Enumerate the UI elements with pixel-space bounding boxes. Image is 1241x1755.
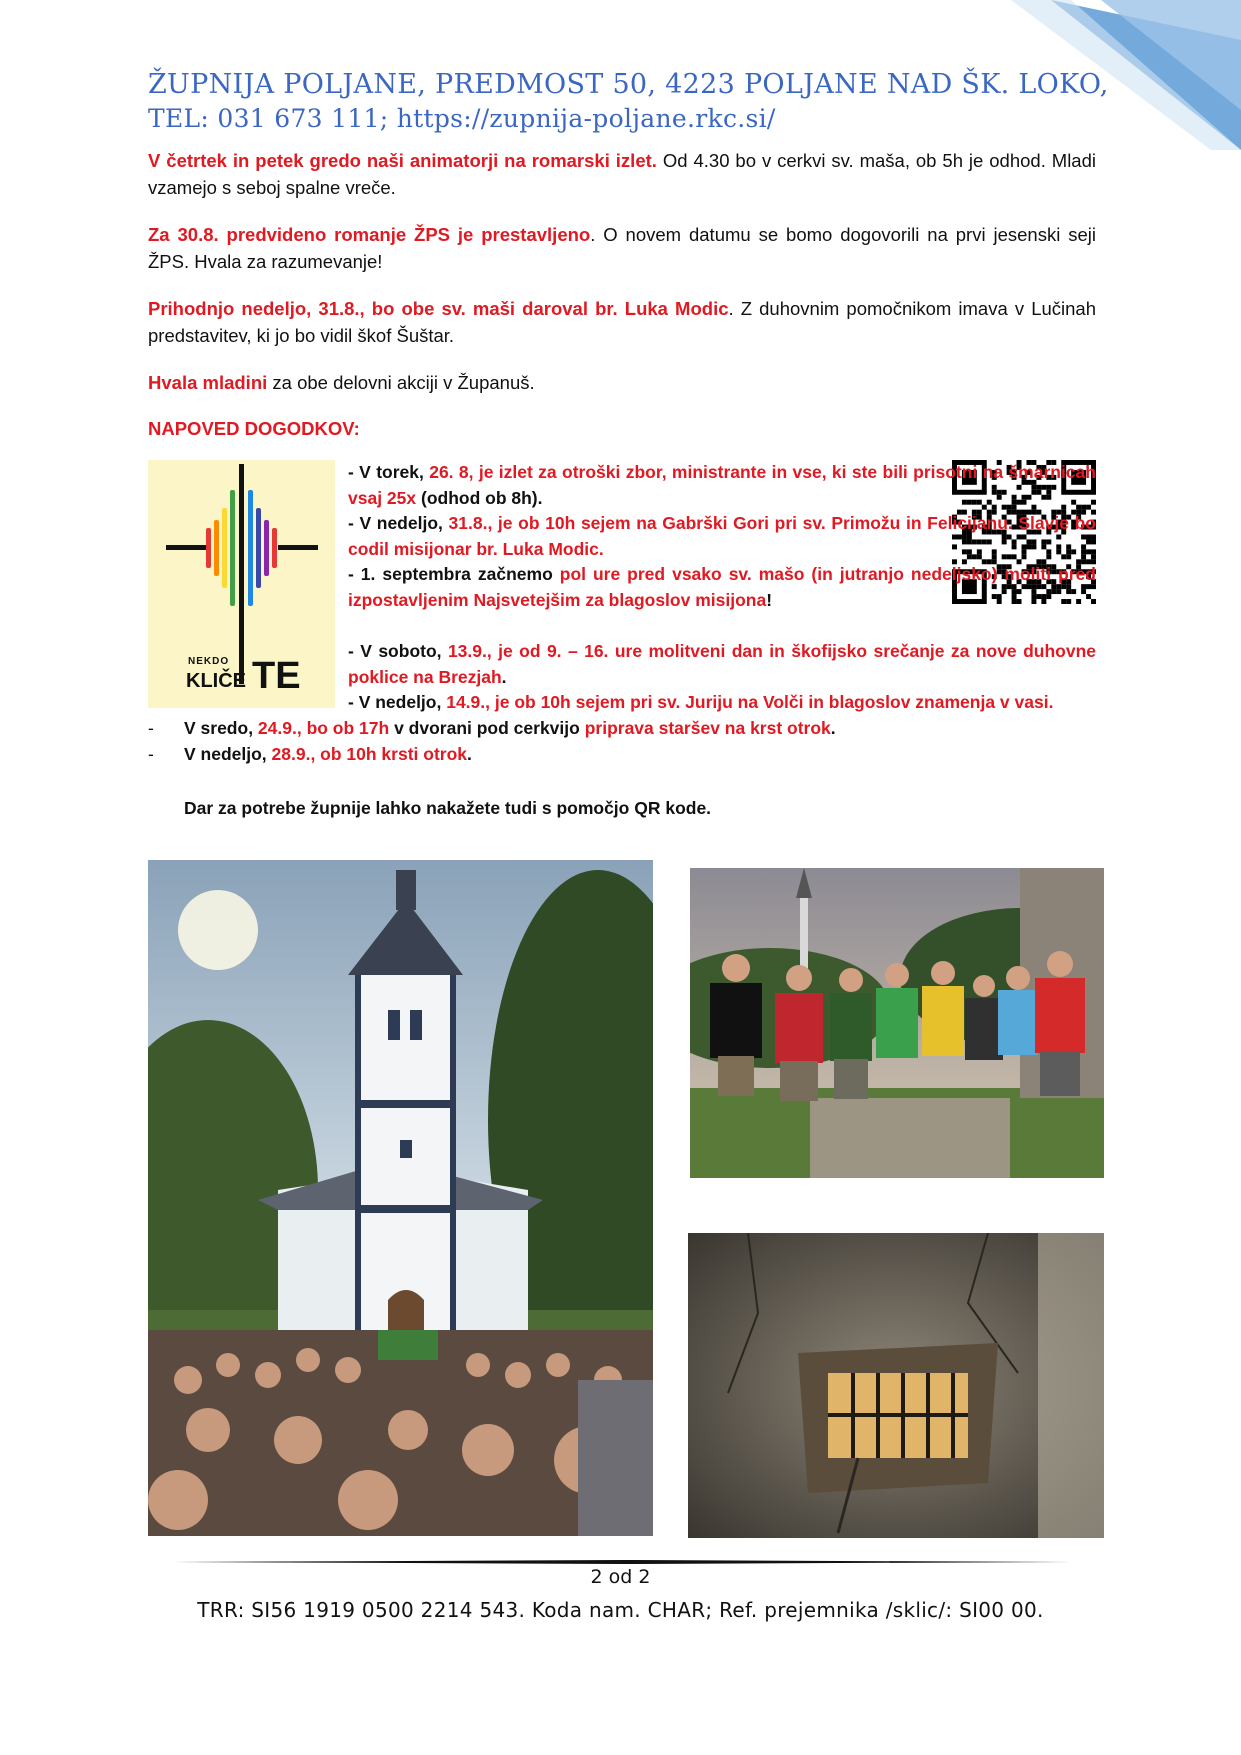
footer-divider [172, 1560, 1072, 1564]
e1-tail: (odhod ob 8h). [416, 487, 543, 508]
event-item-6 [148, 716, 836, 742]
e4-tail: . [501, 666, 507, 687]
events-heading: NAPOVED DOGODKOV: [148, 418, 360, 439]
e6-tail: . [830, 718, 836, 738]
p1-highlight: V četrtek in petek gredo naši animatorji na romarski izlet. [148, 150, 657, 171]
p4-highlight: Hvala mladini [148, 372, 268, 393]
e3-highlight: pol ure pred vsako sv. mašo (in jutranjo nedeljsko) moliti pred izpostavljenim Najsvetejšim za blagoslov misijona [348, 564, 1096, 610]
event-item-1 [348, 460, 1096, 511]
e5-lead: - V nedeljo, [348, 692, 447, 712]
e4-lead: - V soboto, [348, 641, 448, 661]
p3-highlight: Prihodnjo nedeljo, 31.8., bo obe sv. maši daroval br. Luka Modic [148, 298, 729, 319]
e1-highlight: 26. 8, je izlet za otroški zbor, ministrante in vse, ki ste bili prisotni na šmarnicah vsaj 25x [348, 462, 1096, 508]
bank-details: TRR: SI56 1919 0500 2214 543. Koda nam. CHAR; Ref. prejemnika /sklic/: SI00 00. [197, 1598, 1044, 1622]
paragraph-animators [148, 147, 1096, 201]
event-item-2 [348, 511, 1096, 562]
header-url[interactable]: https://zupnija-poljane.rkc.si/ [396, 104, 776, 133]
e2-lead: - V nedeljo, [348, 513, 449, 533]
e6-dash: - [148, 718, 154, 738]
p2-text: . O novem datumu se bomo dogovorili na prvi jesenski seji ŽPS. Hvala za razumevanje! [148, 224, 1096, 272]
e4-highlight: 13.9., je od 9. – 16. ure molitveni dan in škofijsko srečanje za nove duhovne poklice na Brezjah [348, 641, 1096, 687]
vocations-logo [148, 460, 335, 708]
header-contact [148, 102, 1109, 136]
e7-lead: V nedeljo, [184, 744, 272, 764]
e7-highlight: 28.9., ob 10h krsti otrok [271, 744, 468, 764]
paragraph-thanks-youth [148, 369, 1096, 396]
e6-highlight-1: 24.9., bo ob 17h [257, 718, 390, 738]
donation-note: Dar za potrebe župnije lahko nakažete tudi s pomočjo QR kode. [184, 798, 712, 818]
event-item-3 [348, 562, 1096, 613]
event-item-7 [148, 742, 472, 768]
e3-lead: - 1. septembra začnemo [348, 564, 560, 584]
e5-highlight: 14.9., je ob 10h sejem pri sv. Juriju na Volči in blagoslov znamenja v vasi. [446, 692, 1054, 712]
page-number: 2 od 2 [590, 1566, 651, 1588]
logo-big-text-1: KLIČE [186, 670, 246, 692]
youth-group-photo [690, 868, 1104, 1178]
e7-tail: . [467, 744, 472, 764]
p1-text: Od 4.30 bo v cerkvi sv. maša, ob 5h je odhod. Mladi vzamejo s seboj spalne vreče. [148, 150, 1096, 198]
p2-highlight: Za 30.8. predvideno romanje ŽPS je prestavljeno [148, 224, 591, 245]
e6-highlight-2: priprava staršev na krst otrok [584, 718, 831, 738]
paragraph-pilgrimage [148, 221, 1096, 275]
event-item-4 [348, 639, 1096, 690]
paragraph-next-sunday [148, 295, 1096, 349]
header-tel: TEL: 031 673 111; [148, 104, 397, 133]
event-item-5 [348, 690, 1096, 716]
logo-small-text: NEKDO [188, 656, 230, 667]
header-address: ŽUPNIJA POLJANE, PREDMOST 50, 4223 POLJANE NAD ŠK. LOKO, [148, 69, 1109, 100]
church-mass-photo [148, 860, 653, 1536]
e6-mid: v dvorani pod cerkvijo [389, 718, 585, 738]
old-window-photo [688, 1233, 1104, 1538]
logo-big-text-2: TE [252, 655, 301, 697]
parish-header [148, 68, 1109, 136]
e7-dash: - [148, 744, 154, 764]
e2-highlight: 31.8., je ob 10h sejem na Gabrški Gori pri sv. Primožu in Felicijanu. Slavje bo codil misijonar br. Luka Modic. [348, 513, 1096, 559]
p4-text: za obe delovni akciji v Županuš. [267, 372, 535, 393]
e3-tail: ! [766, 589, 773, 610]
p3-text: . Z duhovnim pomočnikom imava v Lučinah predstavitev, ki jo bo vidil škof Šuštar. [148, 298, 1096, 346]
e6-lead: V sredo, [184, 718, 258, 738]
e1-lead: - V torek, [348, 462, 430, 482]
